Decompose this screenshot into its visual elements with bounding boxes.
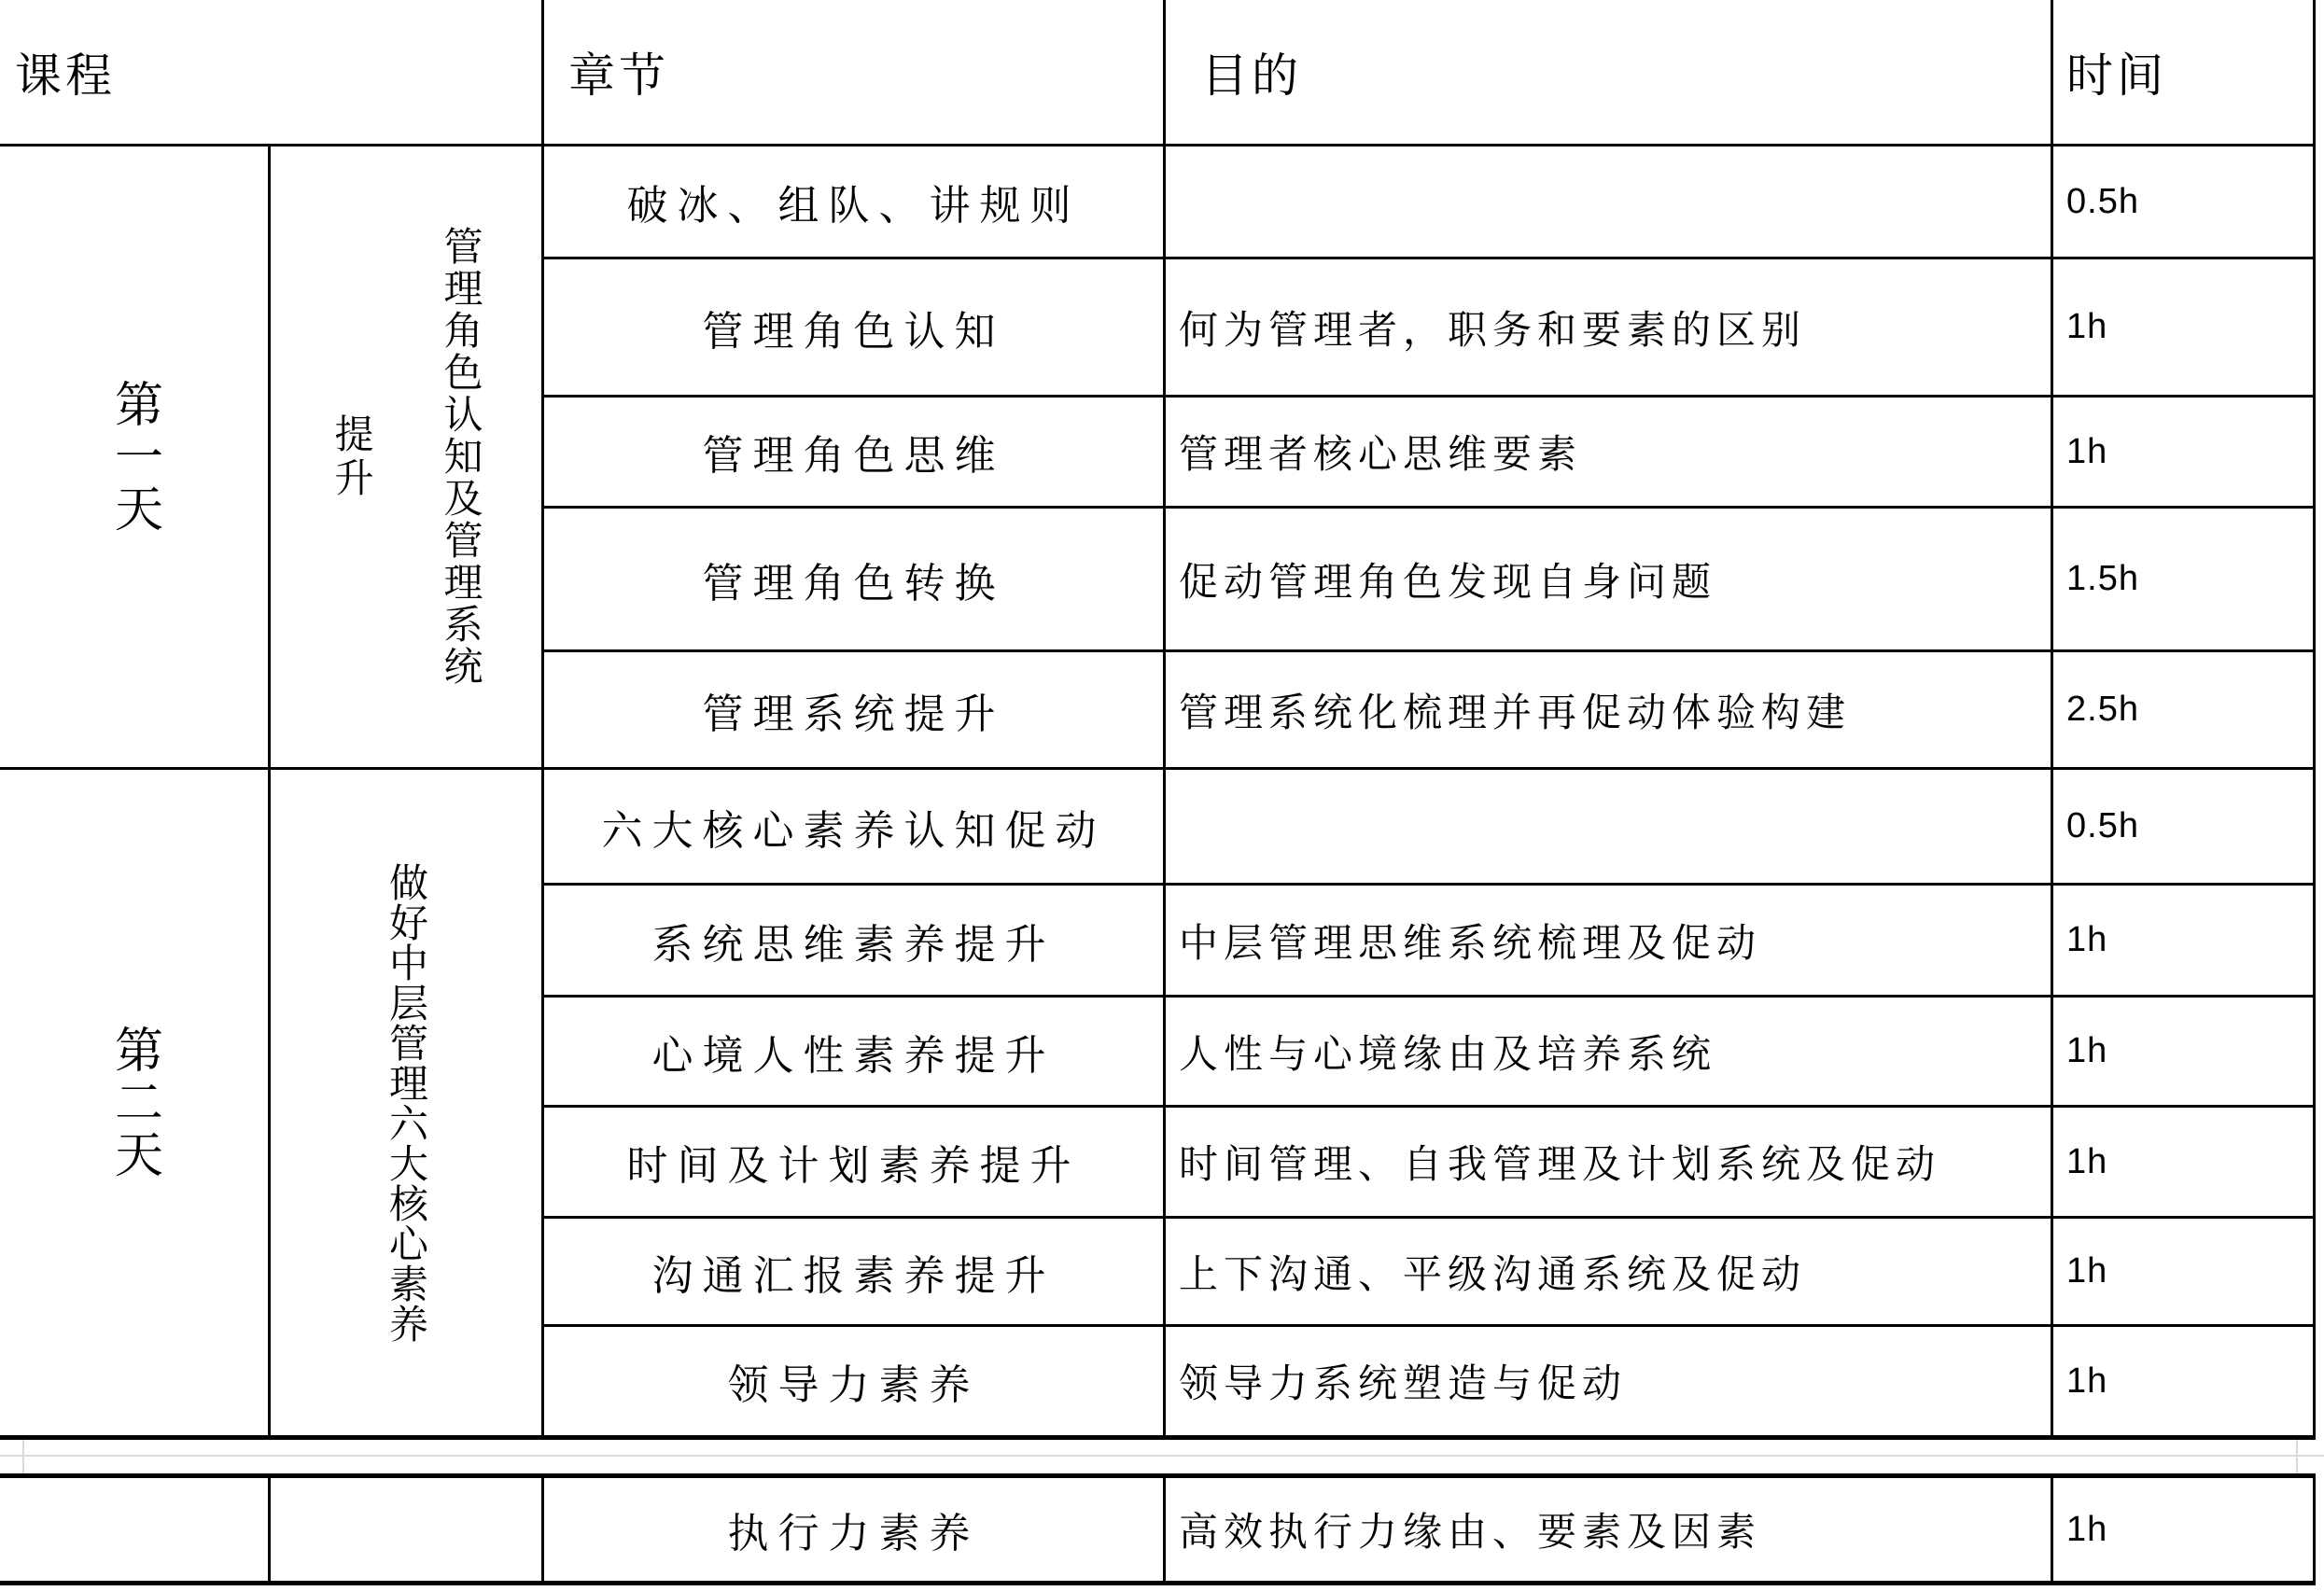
time-cell: 2.5h [2053, 649, 2316, 767]
day2-section [0, 770, 2316, 1440]
chapter-cell: 破冰、组队、讲规则 [544, 147, 1166, 257]
time-cell: 1h [2053, 1216, 2316, 1324]
day1-section [0, 147, 2316, 770]
gridline-vertical-right [2296, 1440, 2298, 1473]
purpose-cell: 领导力系统塑造与促动 [1166, 1324, 2053, 1435]
time-cell: 1.5h [2053, 506, 2316, 649]
chapter-cell: 执行力素养 [544, 1478, 1166, 1581]
time-cell: 0.5h [2053, 770, 2316, 883]
header-course-cell: 课程 [0, 0, 544, 144]
chapter-cell: 系统思维素养提升 [544, 883, 1166, 995]
extra-row-category-cell [271, 1478, 544, 1581]
time-cell: 0.5h [2053, 147, 2316, 257]
chapter-cell: 沟通汇报素养提升 [544, 1216, 1166, 1324]
day1-category-cell [271, 147, 544, 767]
day2-category-cell [271, 770, 544, 1435]
purpose-cell: 上下沟通、平级沟通系统及促动 [1166, 1216, 2053, 1324]
gridline-horizontal [0, 1455, 2324, 1457]
purpose-cell: 人性与心境缘由及培养系统 [1166, 995, 2053, 1105]
purpose-cell [1166, 770, 2053, 883]
time-cell: 1h [2053, 995, 2316, 1105]
time-cell: 1h [2053, 395, 2316, 506]
header-row [0, 0, 2316, 147]
chapter-cell: 管理角色认知 [544, 257, 1166, 395]
purpose-cell: 高效执行力缘由、要素及因素 [1166, 1478, 2053, 1581]
time-cell: 1h [2053, 1478, 2316, 1581]
purpose-cell: 促动管理角色发现自身问题 [1166, 506, 2053, 649]
chapter-cell: 领导力素养 [544, 1324, 1166, 1435]
day1-category-line2: 提升 [329, 412, 374, 501]
extra-row-day-cell [0, 1478, 271, 1581]
gridline-vertical-left [22, 1440, 24, 1473]
purpose-cell: 何为管理者，职务和要素的区别 [1166, 257, 2053, 395]
time-cell: 1h [2053, 1105, 2316, 1216]
day2-label-cell [0, 770, 271, 1435]
day2-label: 第二天 [106, 1024, 161, 1181]
day1-category-line1: 管理角色认知及管理系统 [439, 226, 483, 688]
sheet-gridline-gap [0, 1440, 2324, 1473]
time-cell: 1h [2053, 1324, 2316, 1435]
purpose-cell [1166, 147, 2053, 257]
purpose-cell: 时间管理、自我管理及计划系统及促动 [1166, 1105, 2053, 1216]
purpose-cell: 中层管理思维系统梳理及促动 [1166, 883, 2053, 995]
day1-label: 第一天 [106, 378, 161, 536]
extra-row-section [0, 1473, 2316, 1585]
purpose-cell: 管理系统化梳理并再促动体验构建 [1166, 649, 2053, 767]
header-chapter-cell: 章节 [544, 0, 1166, 144]
purpose-cell: 管理者核心思维要素 [1166, 395, 2053, 506]
time-cell: 1h [2053, 883, 2316, 995]
day1-label-cell [0, 147, 271, 767]
chapter-cell: 管理系统提升 [544, 649, 1166, 767]
time-cell: 1h [2053, 257, 2316, 395]
header-time-cell: 时间 [2053, 0, 2316, 144]
day2-category-line1: 做好中层管理六大核心素养 [385, 861, 428, 1344]
chapter-cell: 六大核心素养认知促动 [544, 770, 1166, 883]
chapter-cell: 管理角色思维 [544, 395, 1166, 506]
chapter-cell: 时间及计划素养提升 [544, 1105, 1166, 1216]
header-purpose-cell: 目的 [1166, 0, 2053, 144]
chapter-cell: 心境人性素养提升 [544, 995, 1166, 1105]
chapter-cell: 管理角色转换 [544, 506, 1166, 649]
